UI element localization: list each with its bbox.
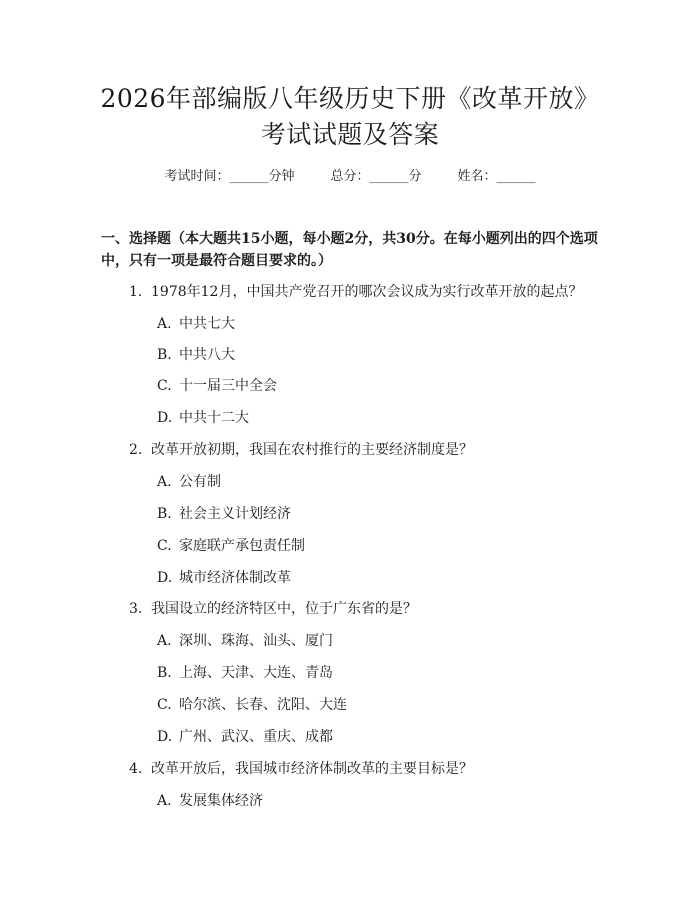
option-label: A. bbox=[157, 316, 172, 332]
option-text: 社会主义计划经济 bbox=[179, 506, 291, 522]
option-text: 中共七大 bbox=[179, 316, 235, 332]
option-label: B. bbox=[157, 347, 172, 363]
option-text: 上海、天津、大连、青岛 bbox=[179, 665, 333, 681]
option-label: B. bbox=[157, 506, 172, 522]
option-text: 家庭联产承包责任制 bbox=[179, 538, 305, 554]
page-title: 2026年部编版八年级历史下册《改革开放》 bbox=[100, 84, 600, 113]
option-text: 中共八大 bbox=[179, 347, 235, 363]
option bbox=[157, 536, 597, 556]
question-text: 我国设立的经济特区中，位于广东省的是？ bbox=[151, 601, 417, 617]
option bbox=[157, 314, 597, 334]
option-text: 哈尔滨、长春、沈阳、大连 bbox=[179, 697, 347, 713]
question-number: 2. bbox=[129, 442, 143, 458]
option-text: 公有制 bbox=[179, 474, 221, 490]
option-text: 中共十二大 bbox=[179, 410, 249, 426]
exam-time-field: 考试时间：______分钟 bbox=[164, 169, 295, 184]
option-text: 城市经济体制改革 bbox=[179, 570, 291, 586]
option-text: 深圳、珠海、汕头、厦门 bbox=[179, 633, 333, 649]
exam-meta bbox=[0, 168, 700, 186]
total-score-field: 总分：______分 bbox=[330, 169, 422, 184]
question-text: 改革开放初期，我国在农村推行的主要经济制度是？ bbox=[151, 442, 473, 458]
option bbox=[157, 408, 597, 428]
question-text: 1978年12月，中国共产党召开的哪次会议成为实行改革开放的起点？ bbox=[151, 284, 583, 300]
option-label: A. bbox=[157, 793, 172, 809]
option-text: 发展集体经济 bbox=[179, 793, 263, 809]
option bbox=[157, 345, 597, 365]
option-text: 十一届三中全会 bbox=[179, 378, 277, 394]
option-label: D. bbox=[157, 570, 173, 586]
option bbox=[157, 791, 597, 811]
option bbox=[157, 504, 597, 524]
option-label: A. bbox=[157, 474, 172, 490]
option bbox=[157, 727, 597, 747]
page-subtitle: 考试试题及答案 bbox=[260, 120, 440, 149]
option bbox=[157, 376, 597, 396]
option-label: C. bbox=[157, 538, 172, 554]
student-name-field: 姓名：______ bbox=[457, 169, 536, 184]
option bbox=[157, 695, 597, 715]
option bbox=[157, 631, 597, 651]
question-1 bbox=[129, 282, 609, 302]
question-number: 4. bbox=[129, 761, 143, 777]
section-heading: 一、选择题（本大题共15小题，每小题2分，共30分。在每小题列出的四个选项中，只有一项是最符合题目要求的。） bbox=[101, 231, 598, 269]
question-number: 1. bbox=[129, 284, 143, 300]
option-label: A. bbox=[157, 633, 172, 649]
question-3 bbox=[129, 599, 609, 619]
option bbox=[157, 568, 597, 588]
question-number: 3. bbox=[129, 601, 143, 617]
option-label: D. bbox=[157, 410, 173, 426]
option-label: C. bbox=[157, 378, 172, 394]
option-text: 广州、武汉、重庆、成都 bbox=[179, 729, 333, 745]
option-label: D. bbox=[157, 729, 173, 745]
option-label: B. bbox=[157, 665, 172, 681]
option bbox=[157, 663, 597, 683]
question-2 bbox=[129, 440, 609, 460]
question-4 bbox=[129, 759, 609, 779]
option bbox=[157, 472, 597, 492]
question-text: 改革开放后，我国城市经济体制改革的主要目标是？ bbox=[151, 761, 473, 777]
option-label: C. bbox=[157, 697, 172, 713]
